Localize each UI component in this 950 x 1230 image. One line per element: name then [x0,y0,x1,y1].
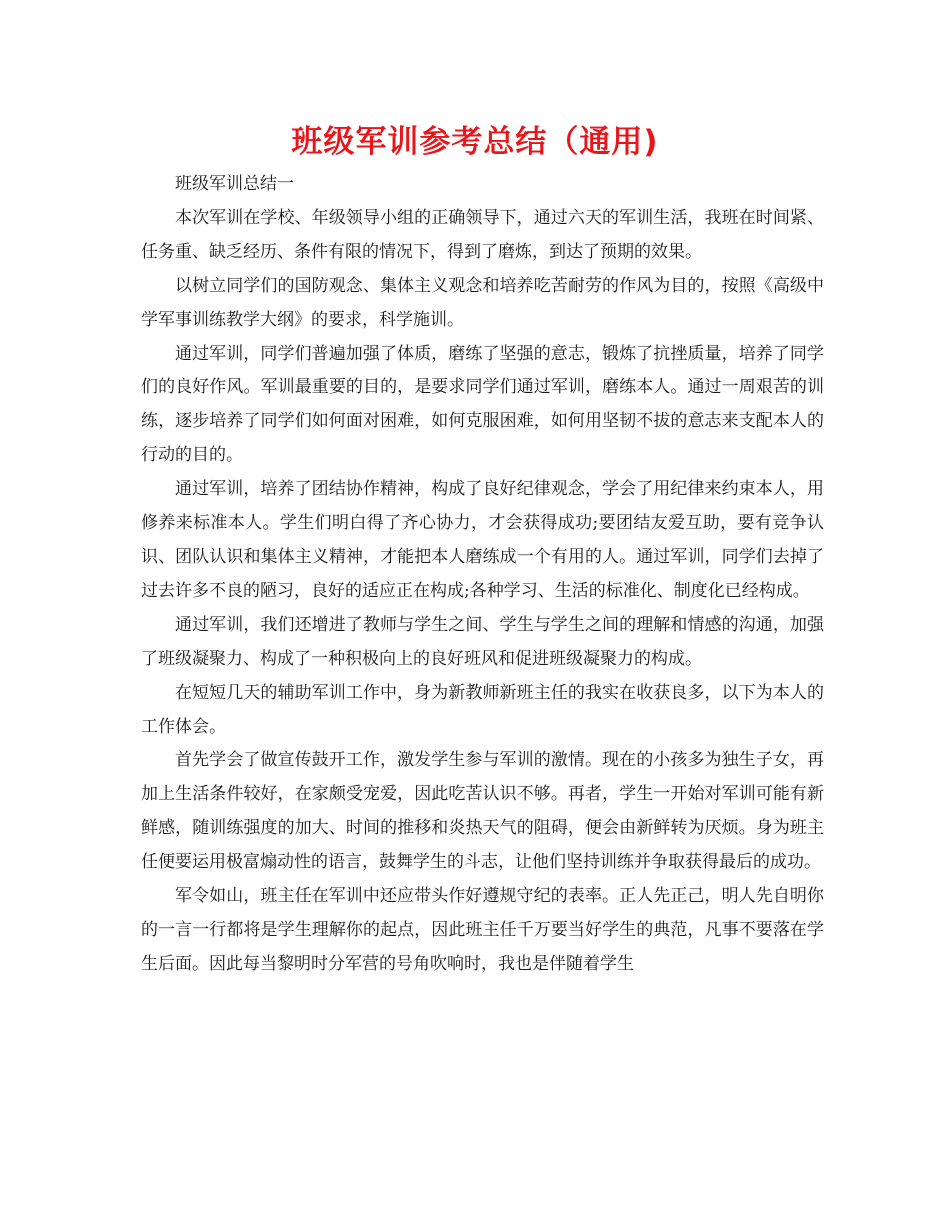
paragraph: 以树立同学们的国防观念、集体主义观念和培养吃苦耐劳的作风为目的，按照《高级中学军事训练教学大纲》的要求，科学施训。 [141,275,824,330]
paragraph: 在短短几天的辅助军训工作中，身为新教师新班主任的我实在收获良多，以下为本人的工作体会。 [141,682,824,737]
paragraph: 军令如山，班主任在军训中还应带头作好遵规守纪的表率。正人先正己，明人先自明你的一言一行都将是学生理解你的起点，因此班主任千万要当好学生的典范，凡事不要落在学生后面。因此每当黎明时分军营的号角吹响时，我也是伴随着学生 [141,886,824,974]
section-heading: 班级军训总结一 [175,174,294,194]
paragraph: 首先学会了做宣传鼓开工作，激发学生参与军训的激情。现在的小孩多为独生子女，再加上生活条件较好，在家颇受宠爱，因此吃苦认识不够。再者，学生一开始对军训可能有新鲜感，随训练强度的加大、时间的推移和炎热天气的阻碍，便会由新鲜转为厌烦。身为班主任便要运用极富煽动性的语言，鼓舞学生的斗志，让他们坚持训练并争取获得最后的成功。 [141,750,824,873]
document-title: 班级军训参考总结（通用) [291,124,659,160]
paragraph: 通过军训，培养了团结协作精神，构成了良好纪律观念，学会了用纪律来约束本人，用修养来标准本人。学生们明白得了齐心协力，才会获得成功;要团结友爱互助，要有竞争认识、团队认识和集体主义精神，才能把本人磨练成一个有用的人。通过军训，同学们去掉了过去许多不良的陋习，良好的适应正在构成;各种学习、生活的标准化、制度化已经构成。 [141,479,824,601]
paragraph: 通过军训，我们还增进了教师与学生之间、学生与学生之间的理解和情感的沟通，加强了班级凝聚力、构成了一种积极向上的良好班风和促进班级凝聚力的构成。 [141,614,824,669]
document-body [141,168,824,982]
paragraph: 本次军训在学校、年级领导小组的正确领导下，通过六天的军训生活，我班在时间紧、任务重、缺乏经历、条件有限的情况下，得到了磨炼，到达了预期的效果。 [141,207,824,262]
paragraph: 通过军训，同学们普遍加强了体质，磨练了坚强的意志，锻炼了抗挫质量，培养了同学们的良好作风。军训最重要的目的，是要求同学们通过军训，磨练本人。通过一周艰苦的训练，逐步培养了同学们如何面对困难，如何克服困难，如何用坚韧不拔的意志来支配本人的行动的目的。 [141,343,824,466]
